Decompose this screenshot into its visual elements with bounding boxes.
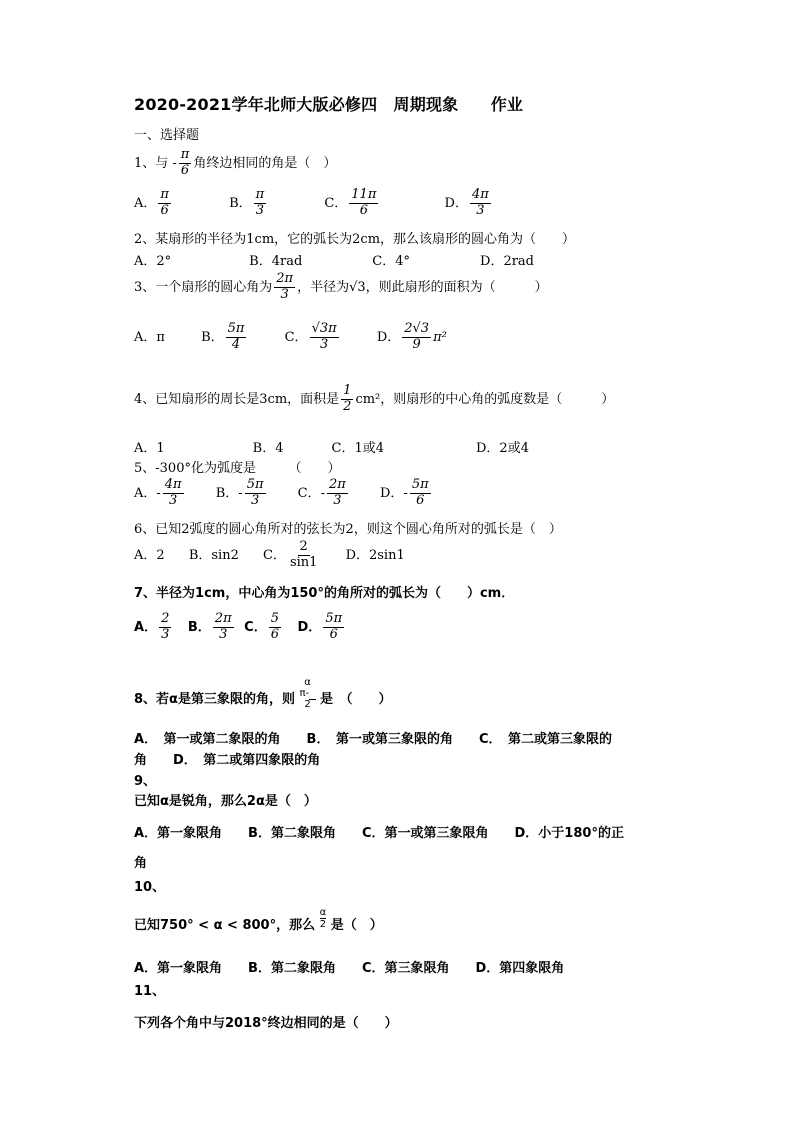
page-title: 2020-2021学年北师大版必修四 周期现象 作业 bbox=[134, 95, 524, 114]
question-5-options: A．- $\frac{4\pi}{3}$ B．- $\frac{5\pi}{3}$ C．- $\frac{2\pi}{3}$ D．- $\frac{5\pi}{6}$ bbox=[134, 477, 429, 508]
question-9: 已知α是锐角，那么2α是（ ） bbox=[134, 794, 317, 809]
question-1-options bbox=[134, 188, 493, 219]
question-3: 3、一个扇形的圆心角为 $\frac{2\pi}{3}$ ，半径为√3，则此扇形的面积为（ ） bbox=[134, 271, 548, 302]
question-9-options-line2: 角 bbox=[134, 856, 148, 871]
section-heading: 一、选择题 bbox=[134, 128, 200, 143]
question-6: 6、已知2弧度的圆心角所对的弦长为2，则这个圆心角所对的弧长是（ ） bbox=[134, 522, 562, 537]
question-3-options: A．π B． $\frac{5\pi}{4}$ C． $\frac{√3\pi}{3}$ D． $\frac{2√3}{9}$ π² bbox=[134, 321, 447, 352]
question-4: 4、已知扇形的周长是3cm，面积是 $\frac{1}{2}$ cm²，则扇形的中心角的弧度数是（ ） bbox=[134, 383, 615, 414]
question-8-options-line2: 角 D． 第二或第四象限的角 bbox=[134, 753, 321, 768]
question-1: 1、与 - $\frac{\pi}{6}$ 角终边相同的角是（ ） bbox=[134, 147, 337, 178]
option-d: D． $\frac{4\pi}{3}$ bbox=[444, 187, 489, 218]
question-9-number: 9、 bbox=[134, 774, 157, 789]
question-8-options-line1: A． 第一或第二象限的角 B． 第一或第三象限的角 C． 第二或第三象限的 bbox=[134, 732, 613, 747]
option-c: C． $\frac{11\pi}{6}$ bbox=[324, 187, 377, 218]
question-2: 2、某扇形的半径为1cm，它的弧长为2cm，那么该扇形的圆心角为（ ） bbox=[134, 232, 576, 247]
question-9-options-line1: A．第一象限角 B．第二象限角 C．第一或第三象限角 D．小于180°的正 bbox=[134, 826, 624, 841]
question-7-options: A． $\frac{2}{3}$ B． $\frac{2\pi}{3}$ C． $\frac{5}{6}$ D． $\frac{5\pi}{6}$ bbox=[134, 611, 343, 642]
question-10: 已知750° < α < 800°，那么 $\frac{\alpha}{2}$ 是（ ） bbox=[134, 907, 383, 933]
question-10-number: 10、 bbox=[134, 880, 166, 895]
question-11-number: 11、 bbox=[134, 984, 166, 999]
option-a: A． $\frac{\pi}{6}$ bbox=[134, 187, 169, 218]
question-4-options: A．1 B．4 C．1或4 D．2或4 bbox=[134, 441, 529, 456]
option-b: B． $\frac{\pi}{3}$ bbox=[229, 187, 265, 218]
question-11: 下列各个角中与2018°终边相同的是（ ） bbox=[134, 1016, 398, 1031]
question-6-options: A．2 B．sin2 C． $\frac{2}{\sin 1}$ D．2sin1 bbox=[134, 539, 405, 570]
question-2-options: A．2° B．4rad C．4° D．2rad bbox=[134, 254, 534, 269]
question-5: 5、-300°化为弧度是 （ ） bbox=[134, 461, 341, 476]
question-10-options: A．第一象限角 B．第二象限角 C．第三象限角 D．第四象限角 bbox=[134, 961, 565, 976]
question-7: 7、半径为1cm，中心角为150°的角所对的弧长为（ ）cm． bbox=[134, 586, 515, 601]
question-8: 8、若α是第三象限的角，则 α π- 2 是 （ ） bbox=[134, 677, 392, 710]
